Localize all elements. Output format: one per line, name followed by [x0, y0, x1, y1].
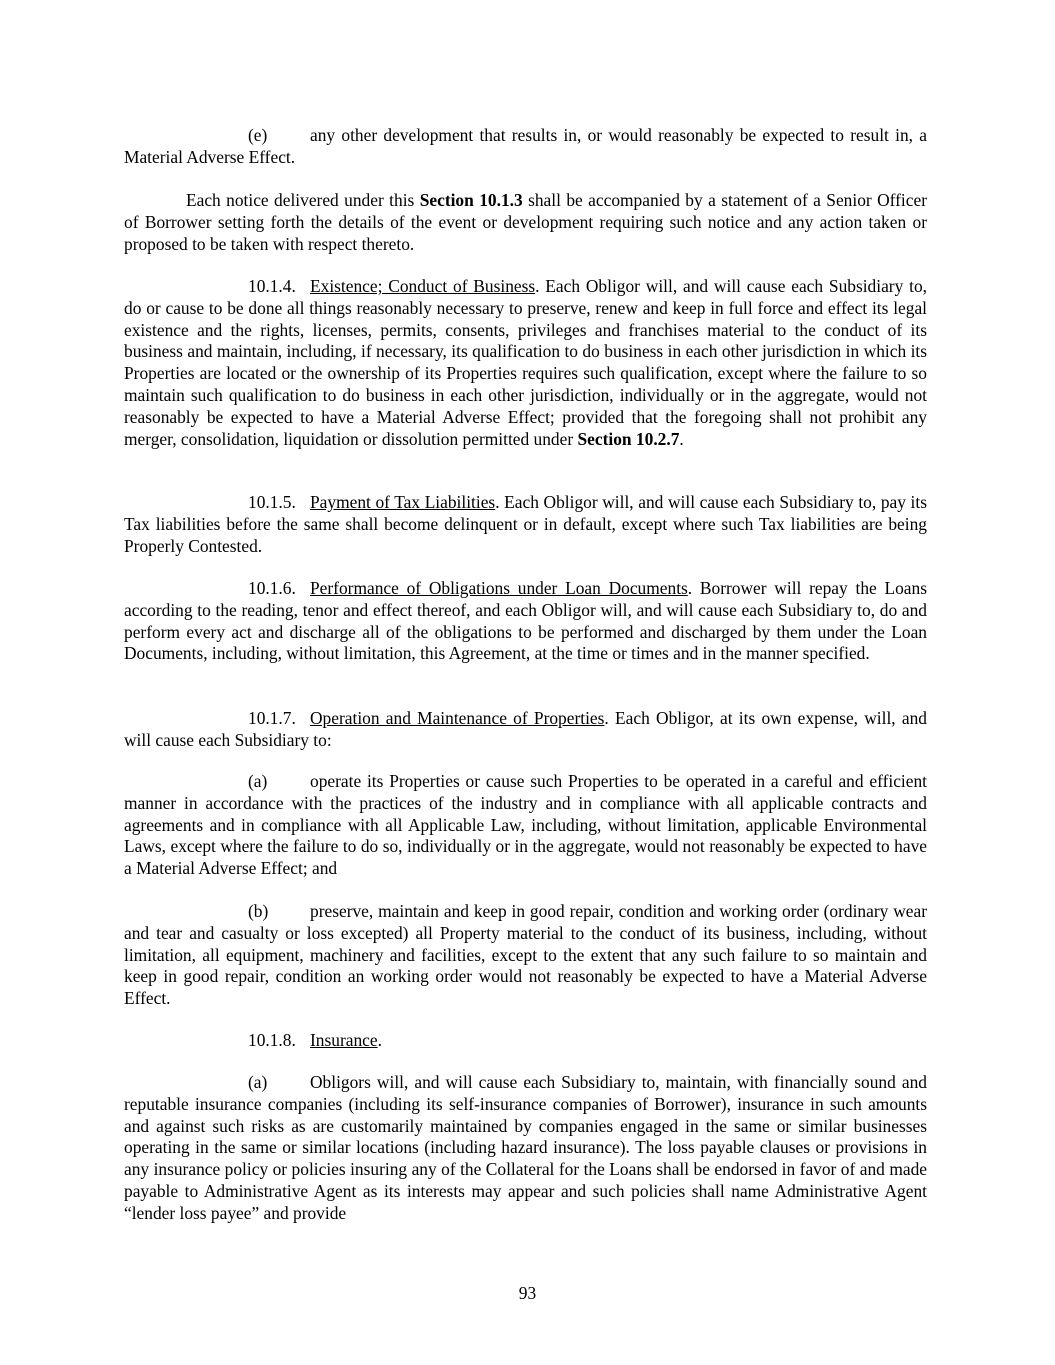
- subparagraph-text: operate its Properties or cause such Properties to be operated in a careful and efficient manner in accordance with the practices of the industry and in compliance with all applicable contracts and agreements and in compliance with all Applicable Law, including, without limitation, applicable Environmental Laws, except where the failure to do so, individually or in the aggregate, would not reasonably be expected to have a Material Adverse Effect; and: [124, 771, 927, 879]
- section-reference: Section 10.2.7: [577, 428, 680, 449]
- section-text: .: [377, 1030, 382, 1050]
- subparagraph-e: [124, 125, 927, 169]
- section-heading: Payment of Tax Liabilities: [310, 492, 496, 512]
- section-number: 10.1.7.: [248, 708, 296, 728]
- subparagraph-10-1-8-a: [124, 1072, 927, 1225]
- section-number: 10.1.4.: [248, 276, 296, 296]
- subparagraph-label: (a): [248, 771, 268, 791]
- section-heading: Performance of Obligations under Loan Documents: [310, 578, 688, 598]
- section-10-1-8: [124, 1030, 927, 1052]
- section-text: . Each Obligor will, and will cause each Subsidiary to, pay its Tax liabilities before the same shall become delinquent or in default, except where such Tax liabilities are being Properly Contested.: [124, 492, 927, 556]
- section-text: . Each Obligor will, and will cause each Subsidiary to, do or cause to be done all things reasonably necessary to preserve, renew and keep in full force and effect its legal existence and the rights, licenses, permits, consents, privileges and franchises material to the conduct of its business and maintain, including, if necessary, its qualification to do business in each other jurisdiction in which its Properties are located or the ownership of its Properties requires such qualification, except where the failure to so maintain such qualification to do business in each other jurisdiction, individually or in the aggregate, would not reasonably be expected to have a Material Adverse Effect; provided that the foregoing shall not prohibit any merger, consolidation, liquidation or dissolution permitted under: [124, 276, 927, 449]
- section-number: 10.1.6.: [248, 578, 296, 598]
- section-number: 10.1.8.: [248, 1030, 296, 1050]
- subparagraph-label: (b): [248, 901, 269, 921]
- section-heading: Operation and Maintenance of Properties: [310, 708, 605, 728]
- subparagraph-10-1-7-a: [124, 771, 927, 880]
- section-heading: Insurance: [310, 1030, 378, 1050]
- section-10-1-4: [124, 276, 927, 450]
- notice-text-end: shall be accompanied by a statement of a Senior Officer of Borrower setting forth the details of the event or development requiring such notice and any action taken or proposed to be taken with respect thereto.: [124, 190, 927, 254]
- subparagraph-label: (e): [248, 125, 268, 145]
- section-number: 10.1.5.: [248, 492, 296, 512]
- subparagraph-label: (a): [248, 1072, 268, 1092]
- section-10-1-6: [124, 578, 927, 665]
- subparagraph-text: Obligors will, and will cause each Subsidiary to, maintain, with financially sound and reputable insurance companies (including its self-insurance companies of Borrower), insurance in such amounts and against such risks as are customarily maintained by companies engaged in the same or similar businesses operating in the same or similar locations (including hazard insurance). The loss payable clauses or provisions in any insurance policy or policies insuring any of the Collateral for the Loans shall be endorsed in favor of and made payable to Administrative Agent as its interests may appear and such policies shall name Administrative Agent “lender loss payee” and provide: [124, 1072, 927, 1223]
- subparagraph-text: any other development that results in, or would reasonably be expected to result in, a Material Adverse Effect.: [124, 125, 927, 167]
- subparagraph-text: preserve, maintain and keep in good repair, condition and working order (ordinary wear and tear and casualty or loss excepted) all Property material to the conduct of its business, including, without limitation, all equipment, machinery and facilities, except to the extent that any such failure to so maintain and keep in good repair, condition an working order would not reasonably be expected to have a Material Adverse Effect.: [124, 901, 927, 1009]
- notice-paragraph: [124, 190, 927, 255]
- section-text: . Each Obligor, at its own expense, will, and will cause each Subsidiary to:: [124, 708, 928, 750]
- section-reference: Section 10.1.3: [419, 190, 523, 210]
- section-heading: Existence; Conduct of Business: [310, 276, 536, 296]
- section-text-end: .: [679, 428, 684, 449]
- section-10-1-5: [124, 492, 927, 557]
- subparagraph-10-1-7-b: [124, 901, 927, 1010]
- notice-text-start: Each notice delivered under this: [186, 190, 420, 210]
- page-number: 93: [518, 1283, 537, 1303]
- section-text: . Borrower will repay the Loans according to the reading, tenor and effect thereof, and each Obligor will, and will cause each Subsidiary to, do and perform every act and discharge all of the obligations to be performed and discharged by them under the Loan Documents, including, without limitation, this Agreement, at the time or times and in the manner specified.: [124, 578, 927, 664]
- section-10-1-7: [124, 708, 927, 752]
